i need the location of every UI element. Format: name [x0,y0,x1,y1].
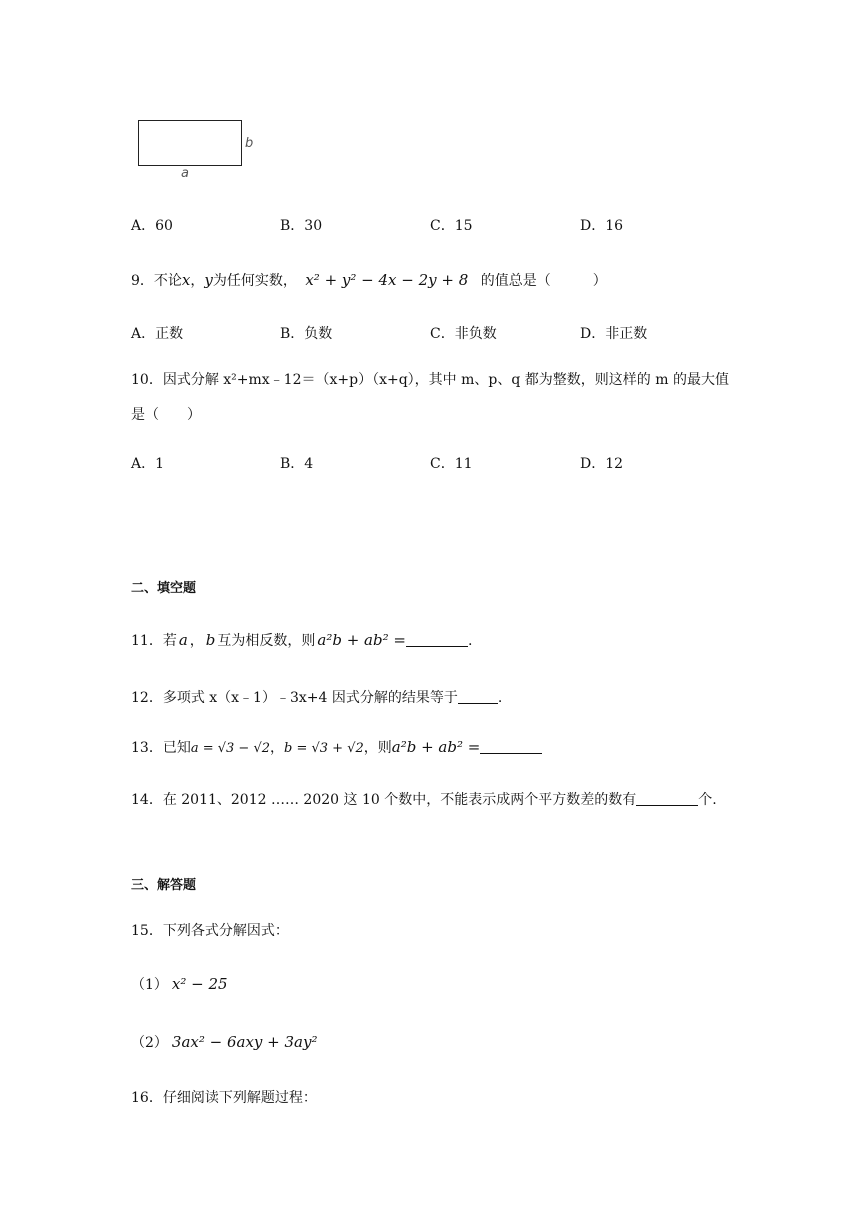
section-3-title: 三、解答题 [131,878,197,893]
q9-sep: ， [190,273,205,289]
question-11 [131,630,472,651]
q9-mid: 为任何实数， [212,273,297,289]
q9-expression: x² + y² − 4x − 2y + 8 [305,271,469,289]
question-12 [131,688,502,708]
q9-option-d: D．非正数 [580,326,648,342]
q8-option-a: A．60 [131,218,173,234]
q15-part1-label: （1） [131,977,168,993]
q14-suffix: 个. [698,792,717,808]
q15-part1-expression: x² − 25 [171,975,228,993]
q13-prefix: 13．已知 [131,740,191,756]
q10-option-d: D．12 [580,456,624,472]
q11-answer-blank[interactable] [406,632,468,647]
question-16-title: 16．仔细阅读下列解题过程： [131,1090,317,1106]
question-15-part-2 [131,1032,317,1053]
q13-sep: ， [270,740,285,756]
q10-option-c: C．11 [430,456,473,472]
q13-expression: a²b + ab² = [391,738,481,756]
q12-suffix: . [497,690,503,706]
question-15-part-1 [131,974,228,995]
q9-var-y: y [204,271,213,289]
q11-var-a: a [178,631,188,649]
q9-var-x: x [181,271,191,289]
q13-expression-a: a = √3 − √2 [190,741,271,756]
figure-label-b: b [245,136,254,151]
q12-answer-blank[interactable] [458,689,498,704]
section-2-title: 二、填空题 [131,581,197,596]
q14-answer-blank[interactable] [636,791,698,806]
question-10-line-2: 是（ ） [131,407,201,423]
q13-mid: ，则 [363,740,392,756]
q9-suffix: 的值总是（ ） [480,273,607,289]
q8-option-b: B．30 [280,218,323,234]
q10-option-a: A．1 [131,456,165,472]
question-15-title: 15．下列各式分解因式： [131,923,289,939]
q12-text: 12．多项式 x（x﹣1）﹣3x+4 因式分解的结果等于 [131,690,458,706]
q11-var-b: b [205,631,216,649]
q13-expression-b: b = √3 + √2 [284,741,364,756]
q8-option-c: C．15 [430,218,473,234]
q13-answer-blank[interactable] [480,739,542,754]
question-13 [131,737,542,759]
q11-prefix: 11．若 [131,633,177,649]
question-14 [131,790,717,810]
q11-suffix: . [467,633,473,649]
q9-option-c: C．非负数 [430,326,497,342]
q9-option-a: A．正数 [131,326,184,342]
q15-part2-label: （2） [131,1035,168,1051]
question-9 [131,270,607,291]
rectangle-figure [138,120,242,166]
question-10-line-1: 10．因式分解 x²+mx﹣12＝（x+p）（x+q），其中 m、p、q 都为整数，则这样的 m 的最大值 [131,372,729,388]
q11-expression: a²b + ab² = [317,631,406,649]
q15-part2-expression: 3ax² − 6axy + 3ay² [171,1033,318,1051]
q10-option-b: B．4 [280,456,314,472]
q8-option-d: D．16 [580,218,624,234]
figure-label-a: a [181,166,189,181]
q9-option-b: B．负数 [280,326,333,342]
q11-sep: ， [189,633,204,649]
q11-mid: 互为相反数，则 [217,633,316,649]
q9-prefix: 9．不论 [131,273,182,289]
q14-text: 14．在 2011、2012 …… 2020 这 10 个数中，不能表示成两个平方数差的数有 [131,792,637,808]
